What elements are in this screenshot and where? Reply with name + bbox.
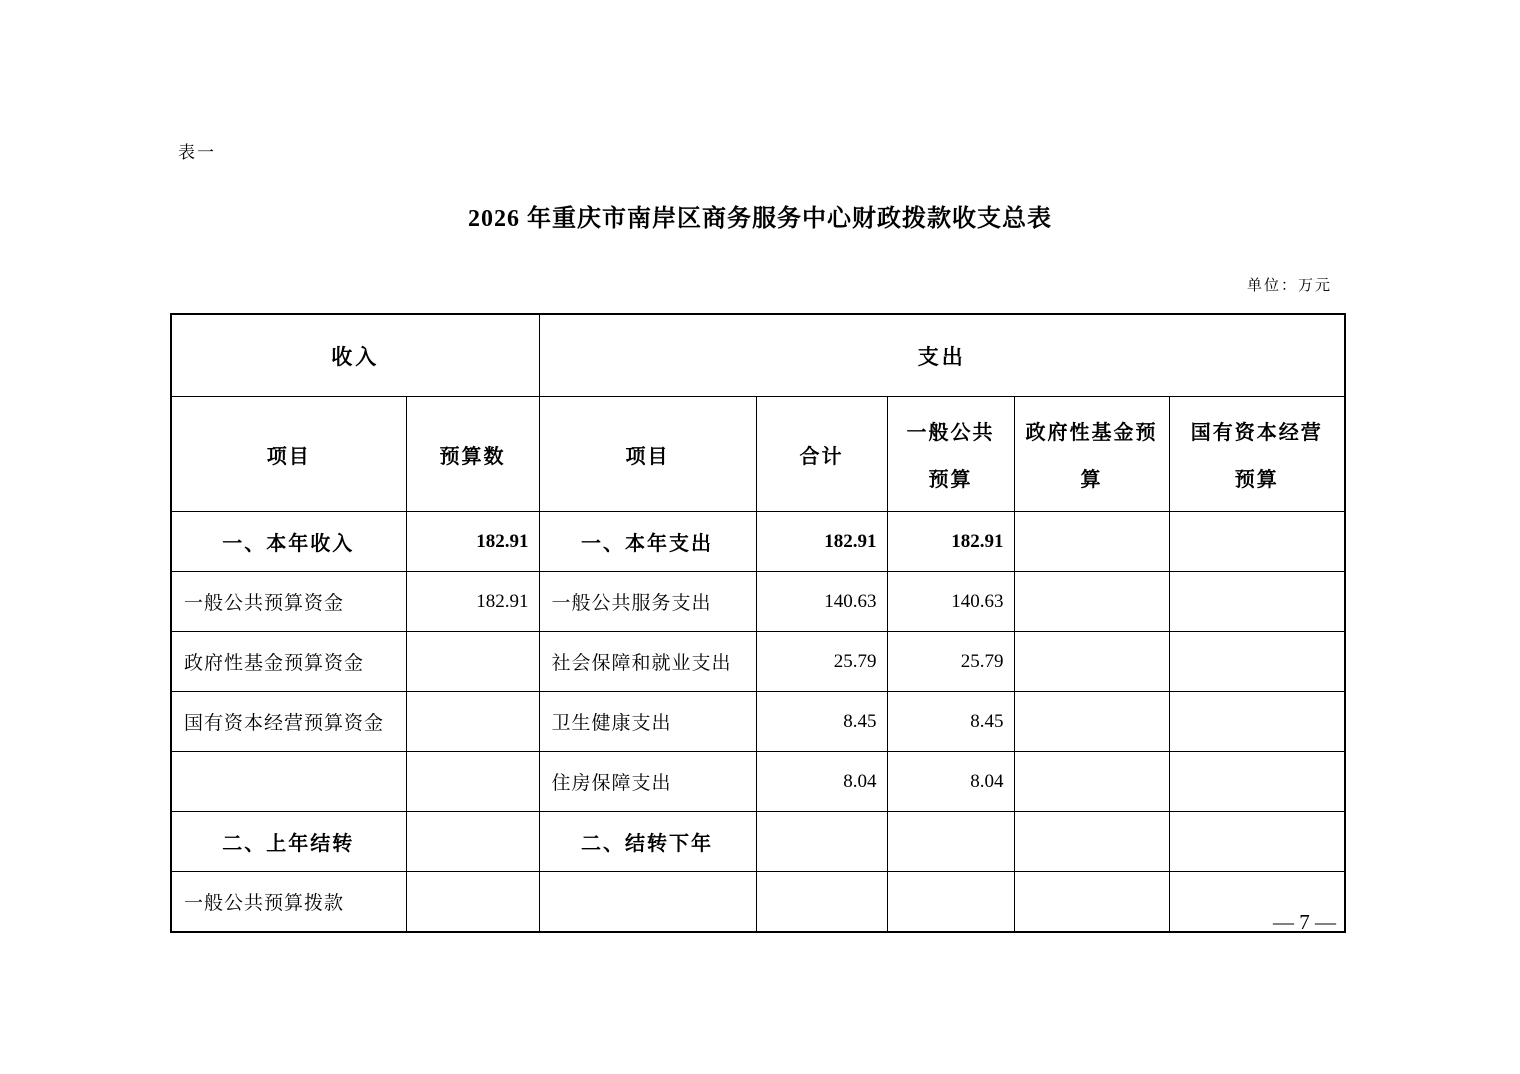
exp-item-cell: 二、结转下年 [539, 812, 756, 872]
table-row [171, 692, 1345, 752]
exp-state-capital-budget-header-text: 国有资本经营 预算 [1190, 422, 1323, 491]
income-budget-cell: 182.91 [406, 572, 539, 632]
table-row [171, 512, 1345, 572]
exp-state-capital-cell [1169, 812, 1345, 872]
exp-item-header: 项目 [539, 397, 756, 512]
table-header [171, 314, 1345, 512]
exp-general-cell: 140.63 [887, 572, 1014, 632]
income-section-header: 收入 [171, 314, 539, 397]
exp-total-cell: 25.79 [756, 632, 887, 692]
table-body [171, 512, 1345, 933]
exp-state-capital-cell [1169, 572, 1345, 632]
exp-general-cell: 8.45 [887, 692, 1014, 752]
income-budget-cell [406, 692, 539, 752]
page-number: — 7 — [1273, 910, 1336, 934]
exp-state-capital-budget-header [1169, 397, 1345, 512]
table-row [171, 752, 1345, 812]
exp-item-cell: 一、本年支出 [539, 512, 756, 572]
exp-total-cell: 8.45 [756, 692, 887, 752]
exp-gov-fund-budget-header-text: 政府性基金预 算 [1025, 422, 1158, 491]
exp-gov-fund-cell [1014, 512, 1169, 572]
income-budget-cell [406, 632, 539, 692]
income-item-cell: 国有资本经营预算资金 [171, 692, 406, 752]
exp-item-cell: 卫生健康支出 [539, 692, 756, 752]
expenditure-section-header: 支出 [539, 314, 1345, 397]
exp-general-public-budget-header [887, 397, 1014, 512]
exp-item-cell: 住房保障支出 [539, 752, 756, 812]
exp-general-cell: 182.91 [887, 512, 1014, 572]
exp-item-cell: 社会保障和就业支出 [539, 632, 756, 692]
exp-item-cell: 一般公共服务支出 [539, 572, 756, 632]
table-row [171, 572, 1345, 632]
exp-gov-fund-cell [1014, 752, 1169, 812]
exp-gov-fund-cell [1014, 572, 1169, 632]
budget-table [170, 313, 1346, 933]
section-header-row [171, 314, 1345, 397]
exp-total-cell: 182.91 [756, 512, 887, 572]
exp-general-public-budget-header-text: 一般公共 预算 [906, 422, 995, 491]
exp-gov-fund-cell [1014, 692, 1169, 752]
exp-total-cell [756, 812, 887, 872]
income-budget-cell [406, 812, 539, 872]
column-header-row [171, 397, 1345, 512]
income-item-cell [171, 752, 406, 812]
exp-state-capital-cell [1169, 752, 1345, 812]
exp-total-header: 合计 [756, 397, 887, 512]
exp-state-capital-cell [1169, 632, 1345, 692]
exp-gov-fund-budget-header [1014, 397, 1169, 512]
table-label: 表一 [178, 143, 216, 162]
income-item-cell: 一般公共预算拨款 [171, 872, 406, 933]
exp-gov-fund-cell [1014, 632, 1169, 692]
page-title: 2026 年重庆市南岸区商务服务中心财政拨款收支总表 [468, 206, 1052, 232]
income-item-cell: 政府性基金预算资金 [171, 632, 406, 692]
income-budget-cell: 182.91 [406, 512, 539, 572]
exp-gov-fund-cell [1014, 812, 1169, 872]
exp-total-cell: 8.04 [756, 752, 887, 812]
income-item-cell: 二、上年结转 [171, 812, 406, 872]
table-row [171, 632, 1345, 692]
income-item-cell: 一般公共预算资金 [171, 572, 406, 632]
exp-general-cell [887, 812, 1014, 872]
income-item-cell: 一、本年收入 [171, 512, 406, 572]
table-row [171, 812, 1345, 872]
exp-state-capital-cell [1169, 512, 1345, 572]
income-budget-cell [406, 752, 539, 812]
unit-note: 单位：万元 [1246, 278, 1332, 294]
exp-general-cell: 8.04 [887, 752, 1014, 812]
exp-state-capital-cell [1169, 692, 1345, 752]
income-item-header: 项目 [171, 397, 406, 512]
exp-general-cell: 25.79 [887, 632, 1014, 692]
income-budget-header: 预算数 [406, 397, 539, 512]
exp-total-cell: 140.63 [756, 572, 887, 632]
